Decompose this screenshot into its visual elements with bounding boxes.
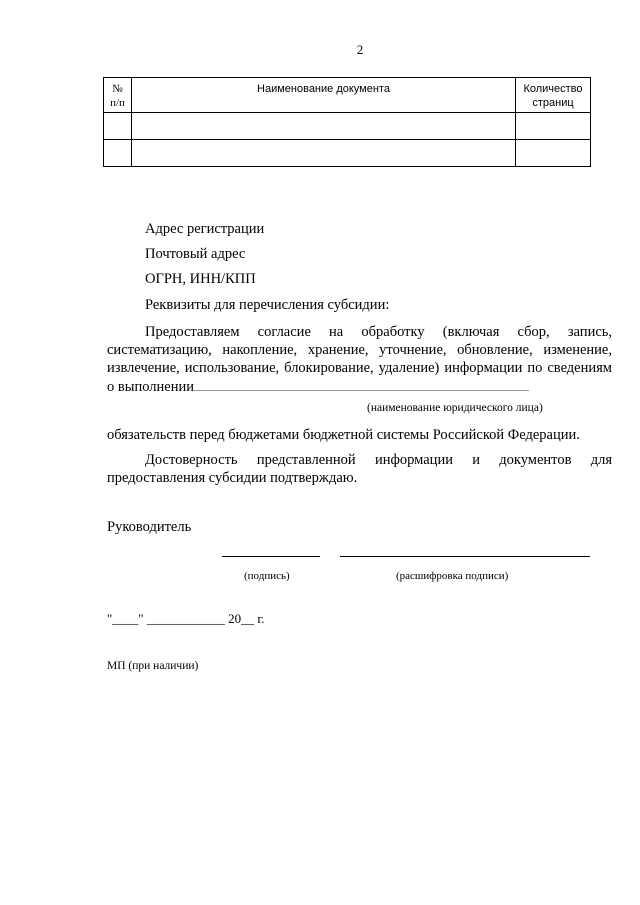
table-row (104, 140, 591, 167)
reliability-paragraph: Достоверность представленной информации и документов для предоставления субсидии подтверждаю. (107, 452, 612, 486)
consent-paragraph (107, 323, 612, 396)
table-row (104, 113, 591, 140)
header-document-name: Наименование документа (132, 78, 516, 113)
cell-number[interactable] (104, 113, 132, 140)
signature-caption: (подпись) (244, 570, 290, 582)
ogrn-inn-kpp-label: ОГРН, ИНН/КПП (145, 271, 256, 287)
header-number (104, 78, 132, 113)
header-count-line2: страниц (532, 97, 574, 109)
obligations-text: обязательств перед бюджетами бюджетной системы Российской Федерации. (107, 427, 580, 443)
postal-address-label: Почтовый адрес (145, 246, 246, 262)
cell-document-name[interactable] (132, 140, 516, 167)
subsidy-details-label: Реквизиты для перечисления субсидии: (145, 297, 390, 313)
consent-text: Предоставляем согласие на обработку (включая сбор, запись, систематизацию, накопление, хранение, уточнение, обновление, изменение, извлечение, использование, блокирование, удаление) информации по сведениям о выполнении (107, 324, 612, 395)
header-number-line2: п/п (110, 97, 125, 109)
header-page-count (516, 78, 591, 113)
seal-note: МП (при наличии) (107, 660, 199, 672)
cell-number[interactable] (104, 140, 132, 167)
cell-page-count[interactable] (516, 113, 591, 140)
date-line: "____" ____________ 20__ г. (107, 611, 265, 626)
header-number-line1: № (112, 83, 123, 95)
legal-entity-fill-line[interactable] (194, 377, 529, 391)
signature-line[interactable] (222, 556, 320, 557)
cell-document-name[interactable] (132, 113, 516, 140)
header-count-line1: Количество (523, 83, 583, 95)
legal-entity-caption: (наименование юридического лица) (367, 402, 543, 414)
documents-table (103, 77, 591, 167)
table-header-row (104, 78, 591, 113)
page-number: 2 (356, 42, 364, 57)
registration-address-label: Адрес регистрации (145, 221, 265, 237)
signature-decoding-caption: (расшифровка подписи) (396, 570, 509, 582)
signature-decoding-line[interactable] (340, 556, 590, 557)
head-label: Руководитель (107, 519, 192, 535)
cell-page-count[interactable] (516, 140, 591, 167)
